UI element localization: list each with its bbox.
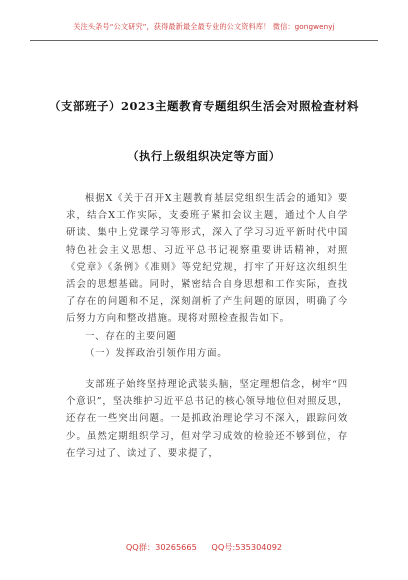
document-subtitle: （执行上级组织决定等方面） bbox=[127, 149, 281, 163]
document-title: （支部班子）2023主题教育专题组织生活会对照检查材料 bbox=[49, 99, 359, 113]
header-divider bbox=[30, 40, 378, 41]
footer-qq-number: QQ号:535304092 bbox=[211, 542, 283, 552]
body-paragraph: 支部班子始终坚持理论武装头脑，坚定理想信念，树牢“四个意识”，坚决维护习近平总书记的核心领导地位但对照反思，还存在一些突出问题。一是抓政治理论学习不深入，跟踪问效少。虽然定期组织学习，但对学习成效的检验还不够到位，存在学习过了、读过了、要求提了， bbox=[66, 379, 348, 459]
section-heading: 一、存在的主要问题 bbox=[85, 330, 177, 342]
subsection-heading: （一）发挥政治引领作用方面。 bbox=[85, 347, 228, 359]
footer-qq-group: QQ群：30265665 bbox=[125, 542, 197, 552]
footer-contact bbox=[0, 542, 408, 553]
intro-paragraph: 根据X《关于召开X主题教育基层党组织生活会的通知》要求，结合X工作实际，支委班子紧扣会议主题，通过个人自学研读、集中上党课学习等形式，深入了学习习近平新时代中国特色社会主义思想、习近平总书记视察重要讲话精神，对照《党章》《条例》《准则》等党纪党规，打牢了开好这次组织生活会的思想基础。同时，紧密结合自身思想和工作实际，查找了存在的问题和不足，深刻剖析了产生问题的原因，明确了今后努力方向和整改措施。现将对照检查报告如下。 bbox=[66, 193, 348, 325]
header-promo: 关注头条号“公文研究”，获得最新最全最专业的公文资料库！ 微信：gongwenyj bbox=[73, 22, 335, 31]
document-body bbox=[66, 190, 348, 462]
